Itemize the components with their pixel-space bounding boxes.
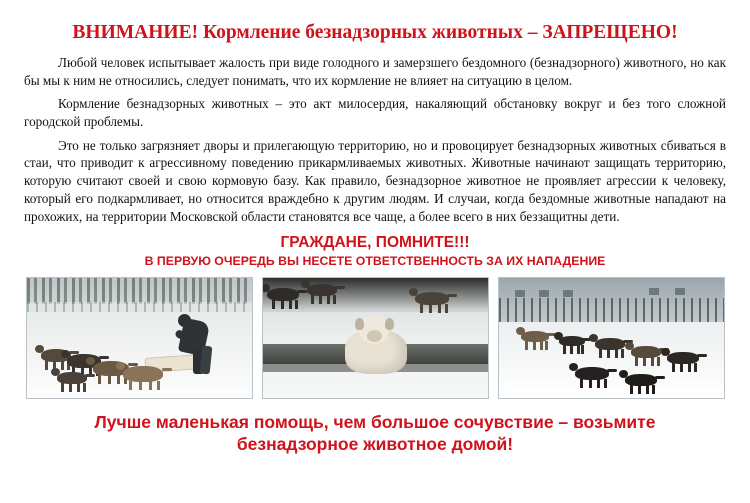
body-text <box>24 54 726 225</box>
dog-icon <box>631 346 661 358</box>
dog-icon <box>341 314 415 388</box>
dog-icon <box>559 336 585 346</box>
window <box>515 290 525 297</box>
dog-ear-left <box>355 318 364 330</box>
dog-icon <box>57 372 87 384</box>
photo-large-dog <box>262 277 489 399</box>
photo-feeding-dogs <box>26 277 253 399</box>
dog-icon <box>595 338 625 350</box>
window <box>539 290 549 297</box>
window <box>675 288 685 295</box>
paragraph-1: Любой человек испытывает жалость при виде голодного и замерзшего бездомного (безнадзорного) животного, но как бы мы к ним не относились, следует понимать, что их кормление не влияет на ситуацию в целом. <box>24 55 726 88</box>
dog-icon <box>267 288 299 301</box>
poster-footer <box>24 412 726 455</box>
paragraph-3: Это не только загрязняет дворы и прилегающую территорию, но и провоцирует безнадзорных животных сбиваться в стаи, что приводит к агрессивному поведению прикармливаемых животных. Животные начинают защищать территорию, которую считают своей и свою кормовую базу. Как правило, безнадзорное животное не проявляет агрессии к человеку, который его подкармливает, но относится враждебно к другим людям. И случаи, когда бездомные животные нападают на прохожих, на территории Московской области становятся все чаще, а более всего в них беззащитны дети. <box>24 137 726 224</box>
photo-strip <box>25 277 725 399</box>
dog-icon <box>415 292 449 305</box>
window <box>563 290 573 297</box>
person-leg-right <box>199 346 212 375</box>
dog-icon <box>521 331 549 342</box>
footer-line-1: Лучше маленькая помощь, чем большое сочувствие – возьмите <box>94 412 656 433</box>
dog-icon <box>123 366 163 382</box>
dog-icon <box>625 374 657 386</box>
dog-ear-right <box>385 318 394 330</box>
treeline-background <box>27 278 252 304</box>
paragraph-2: Кормление безнадзорных животных – это акт милосердия, накаляющий обстановку вокруг и без того сложной городской проблемы. <box>24 96 726 130</box>
dog-icon <box>667 352 699 364</box>
responsibility-note: В ПЕРВУЮ ОЧЕРЕДЬ ВЫ НЕСЕТЕ ОТВЕТСТВЕННОСТЬ ЗА ИХ НАПАДЕНИЕ <box>144 254 606 269</box>
citizens-heading: ГРАЖДАНЕ, ПОМНИТЕ!!! <box>280 234 470 252</box>
dog-icon <box>307 284 337 296</box>
footer-line-2: безнадзорное животное домой! <box>236 433 514 454</box>
window <box>649 288 659 295</box>
dog-muzzle <box>367 330 382 342</box>
photo-dog-pack-yard <box>498 277 725 399</box>
page-title: ВНИМАНИЕ! Кормление безнадзорных животных – ЗАПРЕЩЕНО! <box>72 22 678 43</box>
dog-icon <box>575 367 609 380</box>
person-figure <box>175 312 215 374</box>
